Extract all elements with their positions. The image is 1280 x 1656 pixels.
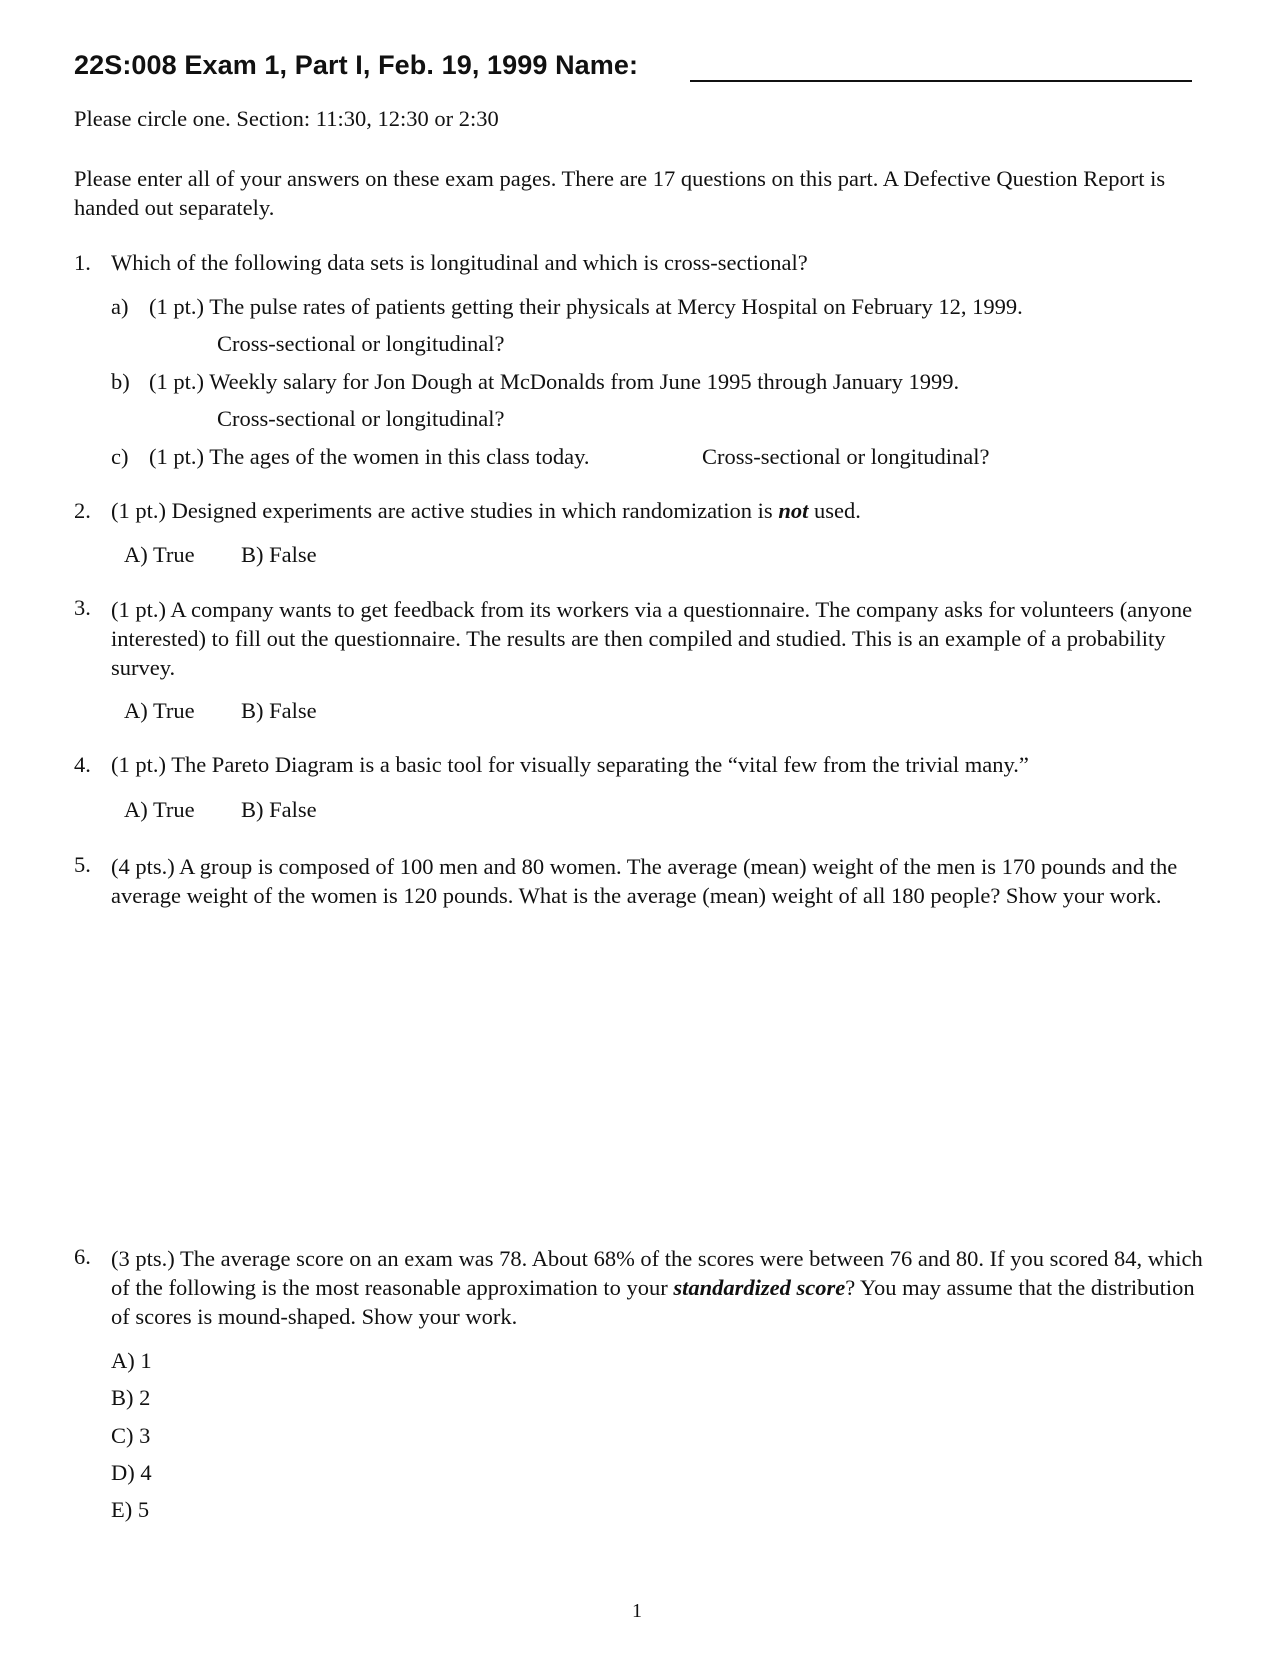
page-number: 1 [632, 1600, 642, 1622]
question-2-text-before: (1 pt.) Designed experiments are active studies in which randomization is [111, 498, 779, 523]
question-6-emphasis: standardized score [673, 1275, 846, 1300]
question-6-text [111, 1244, 1206, 1331]
question-6-number: 6. [74, 1244, 91, 1269]
question-5-text: (4 pts.) A group is composed of 100 men and 80 women. The average (mean) weight of the men is 170 pounds and the average weight of the women is 120 pounds. What is the average (mean) weight of all 180 people? Show your work. [111, 854, 1178, 908]
section-line: Please circle one. Section: 11:30, 12:30 or 2:30 [74, 106, 499, 131]
question-2-text [111, 498, 861, 524]
question-2-emphasis: not [778, 498, 809, 523]
question-1c-text: (1 pt.) The ages of the women in this class today. [149, 444, 590, 469]
question-1b-text: (1 pt.) Weekly salary for Jon Dough at McDonalds from June 1995 through January 1999. [149, 369, 960, 394]
question-1c-prompt: Cross-sectional or longitudinal? [702, 444, 990, 469]
question-6-option-d[interactable]: D) 4 [111, 1460, 152, 1485]
question-3-option-b[interactable]: B) False [241, 698, 317, 723]
question-3-text: (1 pt.) A company wants to get feedback from its workers via a questionnaire. The company asks for volunteers (anyone interested) to fill out the questionnaire. The results are then compiled and studied. This is an example of a probability survey. [111, 597, 1193, 680]
question-6-option-b[interactable]: B) 2 [111, 1385, 151, 1410]
question-3-option-a[interactable]: A) True [124, 698, 195, 723]
instructions: Please enter all of your answers on these exam pages. There are 17 questions on this part. A Defective Question Report is handed out separately. [74, 166, 1166, 220]
question-1a-label: a) [111, 294, 129, 319]
exam-title: 22S:008 Exam 1, Part I, Feb. 19, 1999 Name: [74, 50, 639, 80]
question-4-option-b[interactable]: B) False [241, 797, 317, 822]
question-1a-prompt: Cross-sectional or longitudinal? [217, 331, 505, 356]
question-2-text-after: used. [808, 498, 861, 523]
question-1a-text: (1 pt.) The pulse rates of patients getting their physicals at Mercy Hospital on February 12, 1999. [149, 294, 1023, 319]
question-1b-prompt: Cross-sectional or longitudinal? [217, 406, 505, 431]
question-6-option-c[interactable]: C) 3 [111, 1423, 151, 1448]
question-3-number: 3. [74, 595, 91, 620]
question-1c-label: c) [111, 444, 129, 469]
question-6-option-a[interactable]: A) 1 [111, 1348, 152, 1373]
question-6-text-before: (3 pts.) The average score on an exam was 78. About 68% of the scores were between 76 and 80. If you scored 84, which of the following is the most reasonable approximation to your [111, 1246, 1203, 1300]
question-1b-label: b) [111, 369, 130, 394]
question-4-option-a[interactable]: A) True [124, 797, 195, 822]
question-6-option-e[interactable]: E) 5 [111, 1497, 150, 1522]
question-5-number: 5. [74, 852, 91, 877]
question-2-option-b[interactable]: B) False [241, 542, 317, 567]
question-1-number: 1. [74, 250, 91, 275]
question-4-text: (1 pt.) The Pareto Diagram is a basic tool for visually separating the “vital few from the trivial many.” [111, 752, 1029, 777]
question-4-number: 4. [74, 752, 91, 777]
question-2-number: 2. [74, 498, 91, 523]
question-1-text: Which of the following data sets is longitudinal and which is cross-sectional? [111, 250, 808, 275]
question-6-text-after: ? You may assume that the distribution of scores is mound-shaped. Show your work. [111, 1275, 1195, 1329]
name-blank-line[interactable] [690, 80, 1192, 82]
question-2-option-a[interactable]: A) True [124, 542, 195, 567]
